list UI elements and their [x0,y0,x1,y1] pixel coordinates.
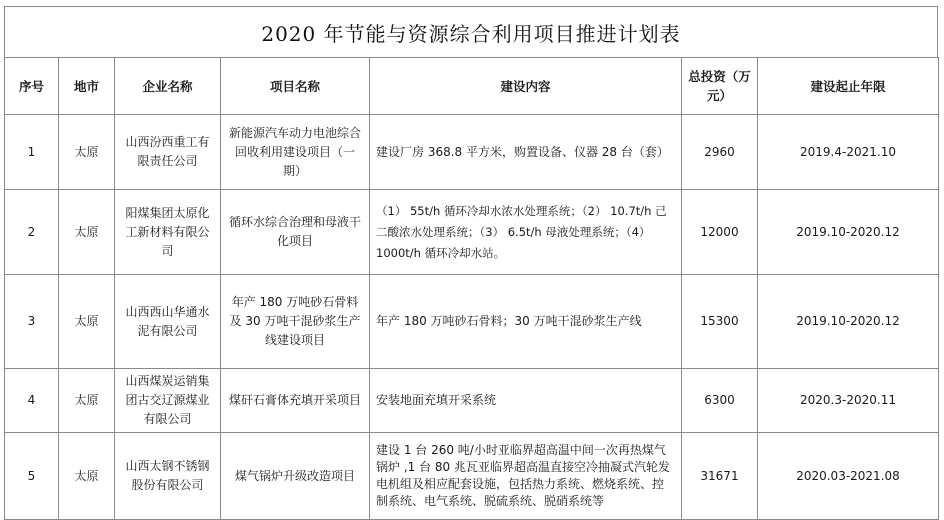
cell-period: 2020.03-2021.08 [758,433,939,520]
cell-company: 山西煤炭运销集团古交辽源煤业有限公司 [115,369,221,433]
cell-project: 年产 180 万吨砂石骨料及 30 万吨干混砂浆生产线建设项目 [221,275,370,369]
header-seq: 序号 [5,58,59,115]
header-content: 建设内容 [370,58,682,115]
cell-city: 太原 [59,369,115,433]
cell-content: 建设厂房 368.8 平方米，购置设备、仪器 28 台（套） [370,115,682,190]
cell-seq: 4 [5,369,59,433]
cell-period: 2019.4-2021.10 [758,115,939,190]
table-row [5,115,939,190]
header-city: 地市 [59,58,115,115]
cell-period: 2019.10-2020.12 [758,190,939,275]
cell-project: 煤气锅炉升级改造项目 [221,433,370,520]
document-frame [4,6,938,514]
cell-content: 安装地面充填开采系统 [370,369,682,433]
cell-seq: 1 [5,115,59,190]
cell-company: 山西汾西重工有限责任公司 [115,115,221,190]
header-project: 项目名称 [221,58,370,115]
cell-city: 太原 [59,115,115,190]
cell-content: （1） 55t/h 循环冷却水浓水处理系统；（2） 10.7t/h 己二酸浓水处理系统；（3） 6.5t/h 母液处理系统；（4） 1000t/h 循环冷却水站。 [370,190,682,275]
cell-investment: 12000 [682,190,758,275]
cell-project: 新能源汽车动力电池综合回收利用建设项目（一期） [221,115,370,190]
cell-seq: 5 [5,433,59,520]
cell-city: 太原 [59,433,115,520]
project-plan-table [4,57,939,520]
cell-seq: 2 [5,190,59,275]
table-row [5,369,939,433]
cell-investment: 15300 [682,275,758,369]
cell-company: 山西西山华通水泥有限公司 [115,275,221,369]
page-title: 2020 年节能与资源综合利用项目推进计划表 [261,21,681,46]
cell-content: 建设 1 台 260 吨/小时亚临界超高温中间一次再热煤气锅炉 ,1 台 80 兆瓦亚临界超高温直接空冷抽凝式汽轮发电机组及相应配套设施，包括热力系统、燃烧系统、控制系统、电气系统、脱硫系统、脱硝系统等 [370,433,682,520]
cell-project: 循环水综合治理和母液干化项目 [221,190,370,275]
cell-city: 太原 [59,275,115,369]
table-row [5,190,939,275]
cell-period: 2019.10-2020.12 [758,275,939,369]
table-row [5,433,939,520]
header-investment: 总投资（万元） [682,58,758,115]
cell-investment: 31671 [682,433,758,520]
cell-content: 年产 180 万吨砂石骨料；30 万吨干混砂浆生产线 [370,275,682,369]
header-company: 企业名称 [115,58,221,115]
cell-company: 山西太钢不锈钢股份有限公司 [115,433,221,520]
cell-investment: 2960 [682,115,758,190]
cell-period: 2020.3-2020.11 [758,369,939,433]
cell-city: 太原 [59,190,115,275]
cell-project: 煤矸石膏体充填开采项目 [221,369,370,433]
cell-seq: 3 [5,275,59,369]
table-row [5,275,939,369]
title-bar [4,6,938,57]
header-period: 建设起止年限 [758,58,939,115]
table-header-row [5,58,939,115]
cell-company: 阳煤集团太原化工新材料有限公司 [115,190,221,275]
cell-investment: 6300 [682,369,758,433]
